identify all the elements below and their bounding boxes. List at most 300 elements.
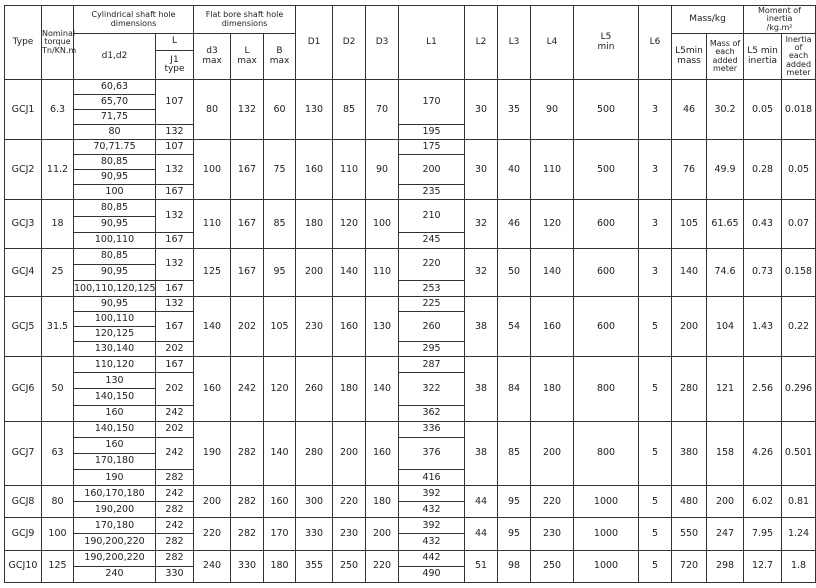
cell-D3: 180	[366, 486, 399, 518]
cell-nominal-torque: 125	[42, 550, 74, 582]
cell-nominal-torque: 63	[42, 421, 74, 485]
cell-moi-l5min: 12.7	[744, 550, 782, 582]
cell-L1: 416	[399, 470, 465, 486]
cell-flat-L: 167	[231, 140, 264, 200]
cell-L5: 500	[574, 80, 639, 140]
cell-L1: 225	[399, 297, 465, 312]
cell-type: GCJ3	[5, 200, 42, 248]
cell-D3: 90	[366, 140, 399, 200]
header-flat-B-line1: B	[276, 46, 283, 57]
cell-L1: 432	[399, 534, 465, 550]
cell-L2: 38	[465, 421, 498, 485]
header-L1: L1	[399, 6, 465, 80]
cell-cyl-j1: 132	[156, 200, 194, 232]
table-row	[5, 140, 816, 155]
cell-L1: 170	[399, 80, 465, 125]
cell-D1: 355	[296, 550, 333, 582]
cell-cyl-j1: 202	[156, 421, 194, 437]
cell-mass-l5min: 105	[672, 200, 707, 248]
header-flat-L-line1: L	[244, 46, 250, 57]
header-cylindrical-group: Cylindrical shaft hole dimensions	[74, 6, 194, 34]
cell-flat-L: 282	[231, 518, 264, 550]
cell-L6: 3	[639, 248, 672, 296]
cell-moi-added-meter: 0.296	[782, 357, 816, 421]
cell-flat-L: 330	[231, 550, 264, 582]
cell-L2: 38	[465, 297, 498, 357]
cell-type: GCJ8	[5, 486, 42, 518]
table-row	[5, 80, 816, 95]
cell-L4: 110	[531, 140, 574, 200]
cell-flat-d3: 140	[194, 297, 231, 357]
cell-flat-L: 202	[231, 297, 264, 357]
cell-L2: 30	[465, 80, 498, 140]
cell-L4: 90	[531, 80, 574, 140]
cell-cyl-d: 160	[74, 405, 156, 421]
header-D1: D1	[296, 6, 333, 80]
cell-cyl-d: 100	[74, 185, 156, 200]
cell-type: GCJ9	[5, 518, 42, 550]
cell-L5: 600	[574, 297, 639, 357]
header-flat-B-line2: max	[269, 55, 290, 66]
cell-cyl-j1: 242	[156, 518, 194, 534]
cell-L6: 5	[639, 518, 672, 550]
cell-L3: 98	[498, 550, 531, 582]
cell-flat-L: 132	[231, 80, 264, 140]
cell-mass-l5min: 380	[672, 421, 707, 485]
cell-cyl-j1: 242	[156, 437, 194, 469]
cell-nominal-torque: 80	[42, 486, 74, 518]
cell-mass-added-meter: 74.6	[707, 248, 744, 296]
gcj-coupling-spec-table	[4, 5, 816, 583]
table-row	[5, 248, 816, 264]
cell-cyl-j1: 132	[156, 248, 194, 280]
cell-cyl-d: 100,110	[74, 232, 156, 248]
cell-D3: 160	[366, 421, 399, 485]
cell-D1: 160	[296, 140, 333, 200]
header-j1-line2: type	[164, 64, 185, 75]
cell-mass-added-meter: 158	[707, 421, 744, 485]
header-mass-added-line4: meter	[712, 64, 738, 74]
cell-cyl-d: 70,71.75	[74, 140, 156, 155]
cell-L1: 210	[399, 200, 465, 232]
cell-D3: 110	[366, 248, 399, 296]
cell-mass-l5min: 280	[672, 357, 707, 421]
cell-mass-added-meter: 30.2	[707, 80, 744, 140]
cell-mass-added-meter: 200	[707, 486, 744, 518]
cell-L3: 54	[498, 297, 531, 357]
header-torque-line1: Nominal	[42, 29, 76, 39]
cell-L6: 3	[639, 200, 672, 248]
cell-L4: 220	[531, 486, 574, 518]
cell-L3: 46	[498, 200, 531, 248]
cell-cyl-d: 90,95	[74, 264, 156, 280]
cell-mass-added-meter: 247	[707, 518, 744, 550]
cell-L5: 800	[574, 357, 639, 421]
cell-L3: 95	[498, 518, 531, 550]
cell-D1: 330	[296, 518, 333, 550]
cell-moi-l5min: 1.43	[744, 297, 782, 357]
cell-D1: 260	[296, 357, 333, 421]
cell-D3: 140	[366, 357, 399, 421]
cell-mass-added-meter: 61.65	[707, 200, 744, 248]
cell-D1: 300	[296, 486, 333, 518]
cell-cyl-d: 90,95	[74, 170, 156, 185]
header-L2: L2	[465, 6, 498, 80]
cell-cyl-j1: 282	[156, 470, 194, 486]
header-mass-l5-line1: L5min	[675, 46, 703, 57]
cell-D3: 130	[366, 297, 399, 357]
cell-cyl-j1: 202	[156, 373, 194, 405]
cell-moi-l5min: 4.26	[744, 421, 782, 485]
cell-cyl-d: 110,120	[74, 357, 156, 373]
cell-nominal-torque: 11.2	[42, 140, 74, 200]
cell-flat-B: 120	[264, 357, 296, 421]
cell-L4: 140	[531, 248, 574, 296]
table-row	[5, 357, 816, 373]
cell-cyl-j1: 282	[156, 550, 194, 566]
cell-L6: 5	[639, 550, 672, 582]
header-flat-L	[231, 34, 264, 80]
header-moi-line2: /kg.m²	[766, 22, 793, 32]
header-mass-l5min	[672, 34, 707, 80]
header-moi-l5min	[744, 34, 782, 80]
cell-L5: 800	[574, 421, 639, 485]
header-moi-added-line1: Inertia of	[785, 34, 812, 53]
cell-L2: 38	[465, 357, 498, 421]
header-nominal-torque	[42, 6, 77, 80]
cell-D2: 120	[333, 200, 366, 248]
cell-moi-added-meter: 0.018	[782, 80, 816, 140]
cell-mass-l5min: 140	[672, 248, 707, 296]
cell-cyl-j1: 330	[156, 566, 194, 582]
cell-flat-B: 85	[264, 200, 296, 248]
cell-D3: 70	[366, 80, 399, 140]
cell-L4: 230	[531, 518, 574, 550]
cell-L5: 1000	[574, 486, 639, 518]
header-L6: L6	[639, 6, 672, 80]
cell-flat-L: 167	[231, 200, 264, 248]
cell-moi-l5min: 0.73	[744, 248, 782, 296]
cell-L2: 32	[465, 200, 498, 248]
cell-L6: 3	[639, 80, 672, 140]
cell-cyl-j1: 167	[156, 281, 194, 297]
cell-L1: 376	[399, 437, 465, 469]
cell-moi-l5min: 0.05	[744, 80, 782, 140]
cell-L4: 180	[531, 357, 574, 421]
header-torque-line2: torque	[44, 37, 71, 47]
cell-flat-d3: 200	[194, 486, 231, 518]
cell-L3: 85	[498, 421, 531, 485]
cell-D1: 280	[296, 421, 333, 485]
coupling-spec-sheet	[4, 5, 813, 583]
cell-cyl-d: 71,75	[74, 110, 156, 125]
cell-L6: 5	[639, 357, 672, 421]
header-D2: D2	[333, 6, 366, 80]
header-flat-d3	[194, 34, 231, 80]
cell-L3: 50	[498, 248, 531, 296]
cell-L6: 5	[639, 297, 672, 357]
cell-cyl-d: 190	[74, 470, 156, 486]
cell-mass-l5min: 480	[672, 486, 707, 518]
cell-L1: 392	[399, 486, 465, 502]
cell-L5: 1000	[574, 550, 639, 582]
cell-L5: 600	[574, 200, 639, 248]
cell-cyl-d: 80,85	[74, 200, 156, 216]
cell-L1: 392	[399, 518, 465, 534]
cell-cyl-d: 190,200,220	[74, 550, 156, 566]
header-L3: L3	[498, 6, 531, 80]
cell-L5: 500	[574, 140, 639, 200]
header-flat-bore-group: Flat bore shaft hole dimensions	[194, 6, 296, 34]
cell-D2: 140	[333, 248, 366, 296]
cell-L2: 32	[465, 248, 498, 296]
header-flat-d3-line1: d3	[206, 46, 218, 57]
header-mass-added-meter	[707, 34, 744, 80]
cell-type: GCJ4	[5, 248, 42, 296]
cell-cyl-d: 140,150	[74, 421, 156, 437]
cell-flat-B: 75	[264, 140, 296, 200]
cell-nominal-torque: 100	[42, 518, 74, 550]
cell-flat-B: 180	[264, 550, 296, 582]
cell-cyl-j1: 242	[156, 405, 194, 421]
cell-cyl-j1: 242	[156, 486, 194, 502]
cell-cyl-d: 80,85	[74, 155, 156, 170]
cell-cyl-d: 240	[74, 566, 156, 582]
cell-flat-d3: 100	[194, 140, 231, 200]
table-row	[5, 550, 816, 566]
header-L4: L4	[531, 6, 574, 80]
cell-nominal-torque: 50	[42, 357, 74, 421]
table-row	[5, 518, 816, 534]
cell-nominal-torque: 31.5	[42, 297, 74, 357]
cell-cyl-j1: 132	[156, 297, 194, 312]
cell-nominal-torque: 6.3	[42, 80, 74, 140]
table-row	[5, 421, 816, 437]
header-torque-line3: Tn/KN.m	[42, 45, 77, 55]
cell-L3: 84	[498, 357, 531, 421]
header-cyl-j1-type	[156, 51, 194, 80]
cell-L6: 5	[639, 486, 672, 518]
cell-L4: 160	[531, 297, 574, 357]
cell-D3: 100	[366, 200, 399, 248]
cell-D2: 250	[333, 550, 366, 582]
cell-L3: 35	[498, 80, 531, 140]
cell-cyl-j1: 107	[156, 80, 194, 125]
cell-cyl-d: 80,85	[74, 248, 156, 264]
cell-mass-l5min: 550	[672, 518, 707, 550]
cell-mass-l5min: 720	[672, 550, 707, 582]
cell-cyl-d: 90,95	[74, 216, 156, 232]
cell-L1: 287	[399, 357, 465, 373]
cell-L6: 3	[639, 140, 672, 200]
cell-nominal-torque: 25	[42, 248, 74, 296]
cell-flat-L: 282	[231, 421, 264, 485]
cell-L1: 253	[399, 281, 465, 297]
cell-L2: 44	[465, 486, 498, 518]
cell-cyl-d: 160	[74, 437, 156, 453]
cell-cyl-j1: 282	[156, 534, 194, 550]
header-moment-of-inertia-group	[744, 6, 816, 34]
cell-cyl-d: 130	[74, 373, 156, 389]
cell-cyl-d: 170,180	[74, 518, 156, 534]
header-flat-L-line2: max	[237, 55, 257, 66]
cell-type: GCJ5	[5, 297, 42, 357]
cell-D1: 230	[296, 297, 333, 357]
cell-flat-d3: 190	[194, 421, 231, 485]
cell-D2: 230	[333, 518, 366, 550]
cell-D2: 85	[333, 80, 366, 140]
cell-D1: 180	[296, 200, 333, 248]
cell-type: GCJ6	[5, 357, 42, 421]
cell-flat-d3: 160	[194, 357, 231, 421]
cell-flat-B: 170	[264, 518, 296, 550]
cell-cyl-d: 80	[74, 125, 156, 140]
cell-D1: 130	[296, 80, 333, 140]
cell-L2: 44	[465, 518, 498, 550]
cell-cyl-j1: 132	[156, 125, 194, 140]
cell-cyl-d: 170,180	[74, 453, 156, 469]
cell-flat-d3: 80	[194, 80, 231, 140]
cell-moi-added-meter: 0.81	[782, 486, 816, 518]
header-j1-line1: J1	[170, 54, 179, 65]
cell-L1: 235	[399, 185, 465, 200]
cell-cyl-d: 120,125	[74, 327, 156, 342]
cell-L1: 295	[399, 342, 465, 357]
header-moi-added-line4: meter	[786, 68, 811, 78]
cell-flat-B: 95	[264, 248, 296, 296]
cell-D2: 220	[333, 486, 366, 518]
cell-cyl-d: 60,63	[74, 80, 156, 95]
cell-cyl-d: 140,150	[74, 389, 156, 405]
header-moi-added-line2: each	[788, 51, 809, 61]
cell-moi-added-meter: 0.07	[782, 200, 816, 248]
cell-L2: 30	[465, 140, 498, 200]
header-D3: D3	[366, 6, 399, 80]
cell-L1: 175	[399, 140, 465, 155]
cell-flat-d3: 240	[194, 550, 231, 582]
cell-mass-l5min: 200	[672, 297, 707, 357]
cell-moi-l5min: 0.28	[744, 140, 782, 200]
cell-moi-added-meter: 0.501	[782, 421, 816, 485]
cell-mass-added-meter: 104	[707, 297, 744, 357]
cell-nominal-torque: 18	[42, 200, 74, 248]
table-row	[5, 297, 816, 312]
cell-mass-added-meter: 121	[707, 357, 744, 421]
cell-D2: 180	[333, 357, 366, 421]
cell-flat-d3: 220	[194, 518, 231, 550]
header-moi-line1: Moment of inertia	[758, 5, 801, 24]
cell-D1: 200	[296, 248, 333, 296]
cell-cyl-d: 90,95	[74, 297, 156, 312]
cell-L4: 200	[531, 421, 574, 485]
cell-mass-added-meter: 49.9	[707, 140, 744, 200]
cell-L6: 5	[639, 421, 672, 485]
cell-cyl-j1: 107	[156, 140, 194, 155]
cell-L1: 195	[399, 125, 465, 140]
header-mass-added-line3: added	[712, 55, 738, 65]
cell-cyl-d: 190,200,220	[74, 534, 156, 550]
cell-L1: 245	[399, 232, 465, 248]
cell-flat-d3: 125	[194, 248, 231, 296]
cell-moi-added-meter: 1.24	[782, 518, 816, 550]
cell-D2: 110	[333, 140, 366, 200]
header-flat-B	[264, 34, 296, 80]
cell-flat-B: 160	[264, 486, 296, 518]
cell-cyl-j1: 132	[156, 155, 194, 185]
cell-L1: 220	[399, 248, 465, 280]
header-L5	[574, 6, 639, 80]
cell-flat-B: 140	[264, 421, 296, 485]
table-row	[5, 486, 816, 502]
cell-flat-d3: 110	[194, 200, 231, 248]
header-moi-l5-line2: inertia	[748, 55, 778, 66]
cell-L1: 322	[399, 373, 465, 405]
cell-type: GCJ2	[5, 140, 42, 200]
cell-type: GCJ1	[5, 80, 42, 140]
cell-cyl-d: 65,70	[74, 95, 156, 110]
header-type: Type	[5, 6, 42, 80]
header-mass-group: Mass/kg	[672, 6, 744, 34]
cell-L1: 432	[399, 502, 465, 518]
header-flat-d3-line2: max	[202, 55, 222, 66]
cell-cyl-j1: 282	[156, 502, 194, 518]
cell-D2: 160	[333, 297, 366, 357]
cell-moi-added-meter: 0.22	[782, 297, 816, 357]
header-mass-added-line2: each	[715, 47, 735, 57]
cell-L5: 1000	[574, 518, 639, 550]
cell-moi-added-meter: 0.158	[782, 248, 816, 296]
cell-mass-added-meter: 298	[707, 550, 744, 582]
cell-cyl-j1: 167	[156, 232, 194, 248]
cell-mass-l5min: 76	[672, 140, 707, 200]
cell-L1: 442	[399, 550, 465, 566]
header-L5-line1: L5	[600, 32, 612, 43]
header-mass-added-line1: Mass of	[709, 38, 741, 48]
cell-moi-l5min: 6.02	[744, 486, 782, 518]
cell-flat-L: 282	[231, 486, 264, 518]
cell-cyl-d: 160,170,180	[74, 486, 156, 502]
cell-L2: 51	[465, 550, 498, 582]
cell-cyl-d: 190,200	[74, 502, 156, 518]
cell-L5: 600	[574, 248, 639, 296]
cell-moi-l5min: 0.43	[744, 200, 782, 248]
cell-cyl-d: 100,110,120,125	[74, 281, 156, 297]
cell-D3: 220	[366, 550, 399, 582]
cell-moi-l5min: 7.95	[744, 518, 782, 550]
header-moi-l5-line1: L5 min	[747, 46, 778, 57]
header-moi-added-meter	[782, 34, 816, 80]
cell-D2: 200	[333, 421, 366, 485]
cell-cyl-j1: 167	[156, 185, 194, 200]
cell-moi-l5min: 2.56	[744, 357, 782, 421]
cell-cyl-j1: 167	[156, 312, 194, 342]
header-cyl-d: d1,d2	[74, 34, 156, 80]
header-mass-l5-line2: mass	[677, 55, 701, 66]
cell-L1: 362	[399, 405, 465, 421]
cell-L1: 336	[399, 421, 465, 437]
cell-L1: 260	[399, 312, 465, 342]
cell-L1: 490	[399, 566, 465, 582]
cell-flat-B: 60	[264, 80, 296, 140]
cell-cyl-d: 130,140	[74, 342, 156, 357]
cell-flat-B: 105	[264, 297, 296, 357]
cell-type: GCJ7	[5, 421, 42, 485]
cell-L3: 40	[498, 140, 531, 200]
header-moi-added-line3: added	[785, 59, 812, 69]
cell-type: GCJ10	[5, 550, 42, 582]
header-L5-line2: min	[597, 41, 615, 52]
table-row	[5, 200, 816, 216]
